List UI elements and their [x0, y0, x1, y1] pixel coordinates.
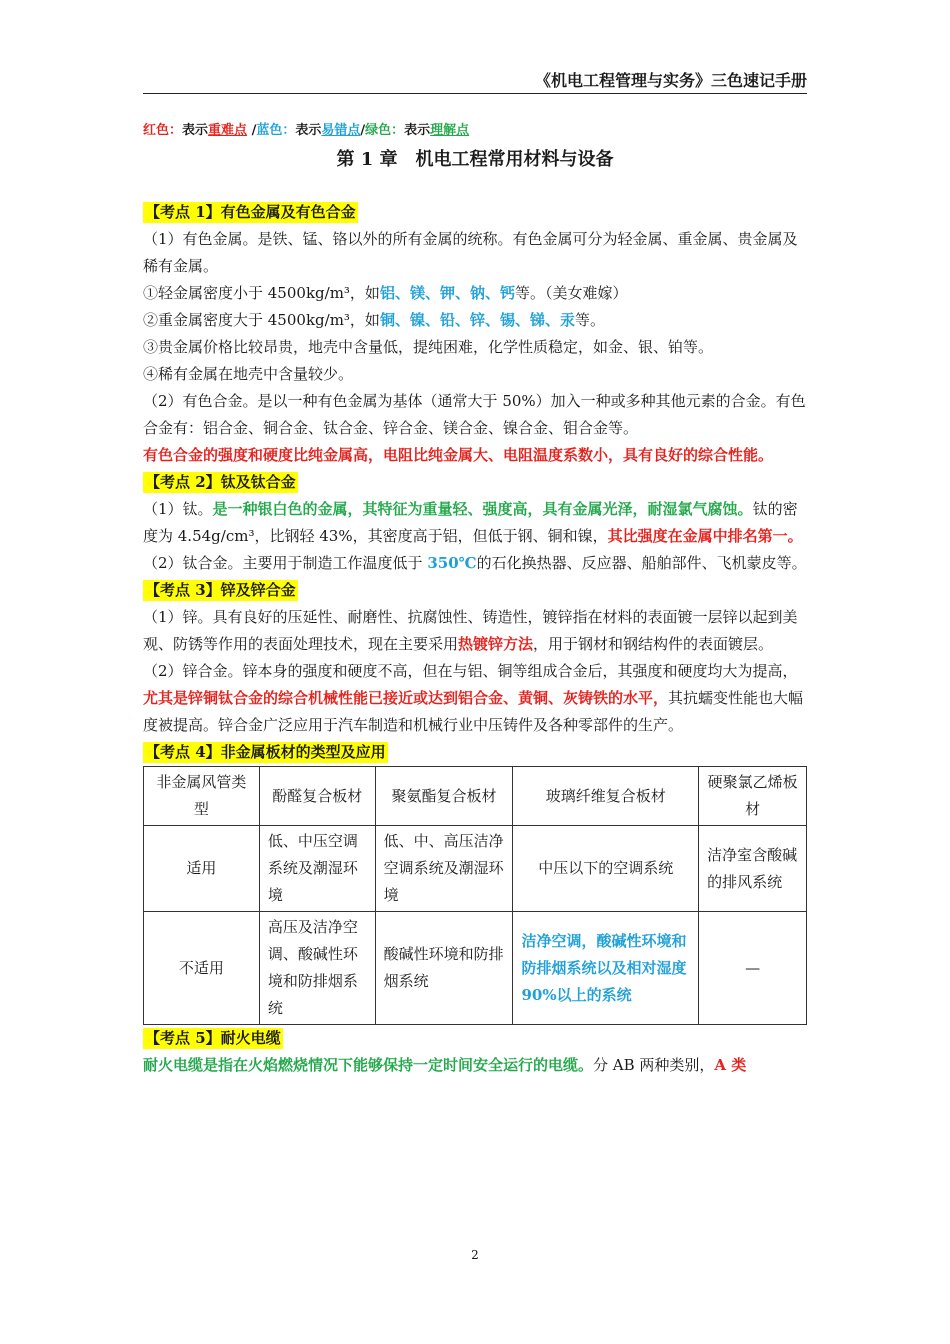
table-cell: 洁净空调，酸碱性环境和防排烟系统以及相对湿度 90%以上的系统 [513, 912, 699, 1025]
header-divider [143, 93, 807, 94]
table-cell: 高压及洁净空调、酸碱性环境和防排烟系统 [259, 912, 375, 1025]
table-cell: 低、中、高压洁净空调系统及潮湿环境 [375, 826, 513, 912]
table-cell: 玻璃纤维复合板材 [513, 767, 699, 826]
k1-paragraph-1: （1）有色金属。是铁、锰、铬以外的所有金属的统称。有色金属可分为轻金属、重金属、贵金属及稀有金属。 [143, 230, 798, 275]
k1-paragraph-5: ④稀有金属在地壳中含量较少。 [143, 365, 354, 383]
k3-heading: 【考点 3】锌及锌合金 [145, 581, 296, 599]
page-number: 2 [471, 1248, 479, 1262]
legend-red-key: 重难点 [208, 123, 248, 138]
legend-sep2: / [360, 123, 366, 138]
k3-paragraph-1: （1）锌。具有良好的压延性、耐磨性、抗腐蚀性、铸造性，镀锌指在材料的表面镀一层锌以起到美观、防锈等作用的表面处理技术，现在主要采用热镀锌方法，用于钢材和钢结构件的表面镀层。 [143, 608, 798, 653]
table-row [144, 912, 807, 1025]
table-cell: 聚氨酯复合板材 [375, 767, 513, 826]
table-cell: 酸碱性环境和防排烟系统 [375, 912, 513, 1025]
table-cell: 适用 [144, 826, 260, 912]
legend-blue-pre: 表示 [295, 123, 322, 138]
table-cell: 不适用 [144, 912, 260, 1025]
chapter-title: 第 1 章 机电工程常用材料与设备 [336, 149, 614, 170]
k5-heading: 【考点 5】耐火电缆 [145, 1029, 281, 1047]
table-row [144, 826, 807, 912]
k2-heading: 【考点 2】钛及钛合金 [145, 473, 296, 491]
k1-heading: 【考点 1】有色金属及有色合金 [145, 203, 356, 221]
legend-red-pre: 表示 [182, 123, 209, 138]
k5-paragraph-1: 耐火电缆是指在火焰燃烧情况下能够保持一定时间安全运行的电缆。分 AB 两种类别，A 类 [143, 1056, 747, 1074]
table-cell: 洁净室含酸碱的排风系统 [699, 826, 807, 912]
table-cell: — [699, 912, 807, 1025]
table-header-row [144, 767, 807, 826]
nonmetal-board-table [143, 766, 807, 1025]
k4-heading: 【考点 4】非金属板材的类型及应用 [145, 743, 386, 761]
table-cell: 中压以下的空调系统 [513, 826, 699, 912]
legend-blue-label: 蓝色： [256, 123, 296, 138]
legend-sep1: / [247, 123, 257, 138]
k3-paragraph-2: （2）锌合金。锌本身的强度和硬度不高，但在与铝、铜等组成合金后，其强度和硬度均大为提高，尤其是锌铜钛合金的综合机械性能已接近或达到铝合金、黄铜、灰铸铁的水平，其抗蠕变性能也大幅度被提高。锌合金广泛应用于汽车制造和机械行业中压铸件及各种零部件的生产。 [143, 662, 804, 734]
k1-paragraph-6: （2）有色合金。是以一种有色金属为基体（通常大于 50%）加入一种或多种其他元素的合金。有色合金有：铝合金、铜合金、钛合金、锌合金、镁合金、镍合金、钼合金等。 [143, 392, 806, 437]
legend-blue-key: 易错点 [321, 123, 361, 138]
color-legend [143, 119, 469, 138]
legend-green-pre: 表示 [404, 123, 431, 138]
k1-paragraph-7: 有色合金的强度和硬度比纯金属高，电阻比纯金属大、电阻温度系数小，具有良好的综合性能。 [143, 446, 774, 464]
document-header: 《机电工程管理与实务》三色速记手册 [534, 71, 807, 90]
legend-green-label: 绿色： [365, 123, 405, 138]
table-cell: 硬聚氯乙烯板材 [699, 767, 807, 826]
k1-paragraph-3: ②重金属密度大于 4500kg/m³，如铜、镍、铅、锌、锡、锑、汞等。 [143, 311, 605, 329]
k2-paragraph-1: （1）钛。是一种银白色的金属，其特征为重量轻、强度高，具有金属光泽，耐湿氯气腐蚀。钛的密度为 4.54g/cm³，比钢轻 43%，其密度高于铝，但低于钢、铜和镍，其比强度在金属中排名第一。 [143, 500, 803, 545]
legend-green-key: 理解点 [430, 123, 470, 138]
k2-paragraph-2: （2）钛合金。主要用于制造工作温度低于 350℃的石化换热器、反应器、船舶部件、飞机蒙皮等。 [143, 554, 807, 572]
page-content [143, 199, 807, 1079]
table-cell: 非金属风管类型 [144, 767, 260, 826]
table-cell: 低、中压空调系统及潮湿环境 [259, 826, 375, 912]
k1-paragraph-4: ③贵金属价格比较昂贵，地壳中含量低，提纯困难，化学性质稳定，如金、银、铂等。 [143, 338, 714, 356]
table-cell: 酚醛复合板材 [259, 767, 375, 826]
legend-red-label: 红色： [143, 123, 183, 138]
k1-paragraph-2: ①轻金属密度小于 4500kg/m³，如铝、镁、钾、钠、钙等。（美女难嫁） [143, 284, 628, 302]
